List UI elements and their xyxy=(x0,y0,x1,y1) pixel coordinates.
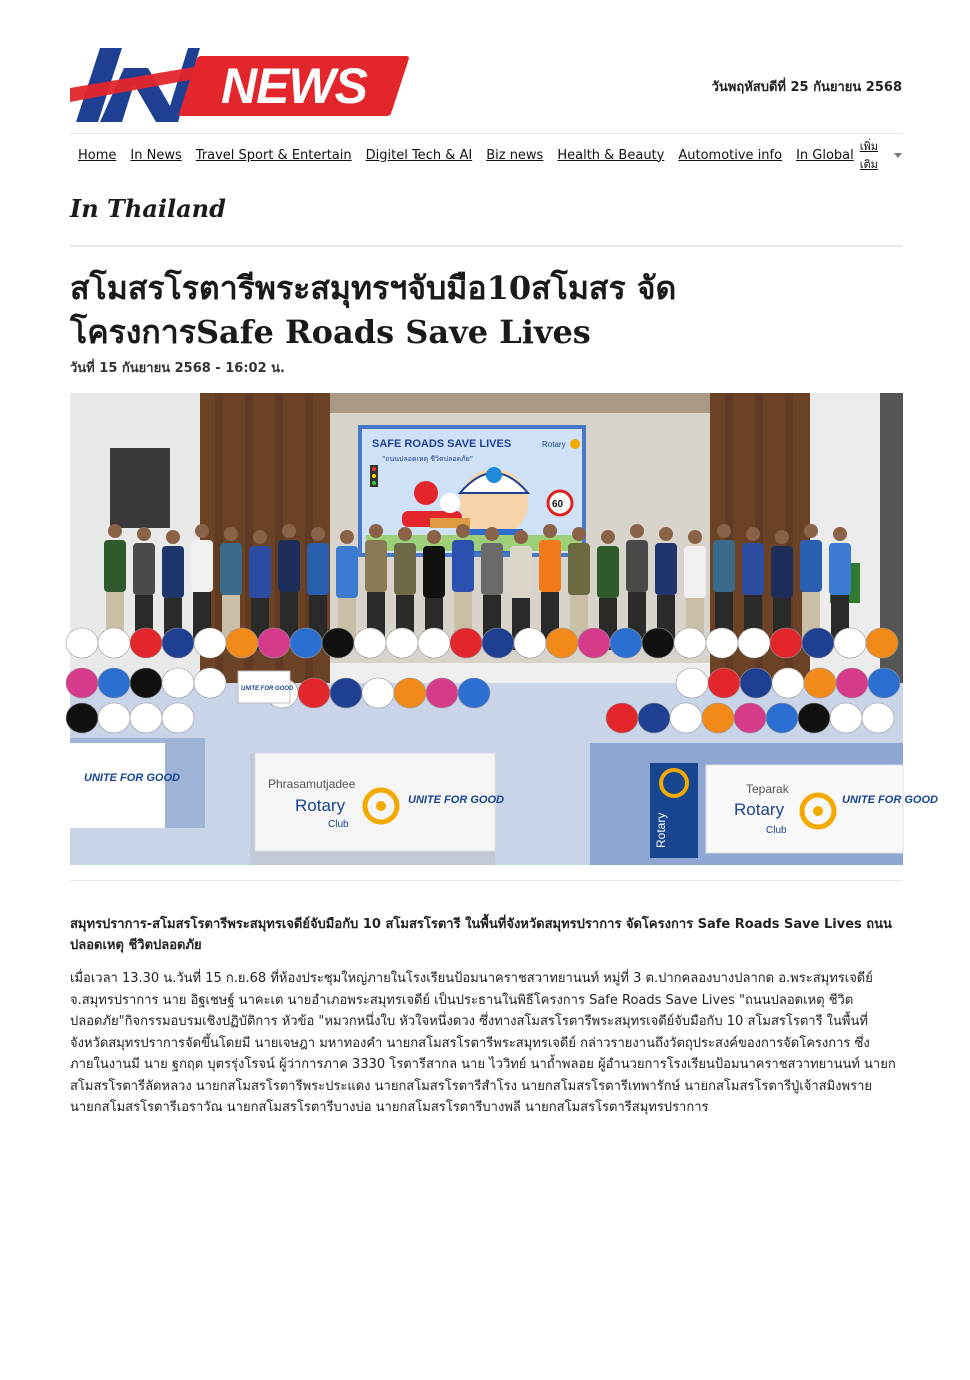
person-head xyxy=(456,524,470,538)
helmet xyxy=(162,628,194,658)
nav-item-automotive[interactable]: Automotive info xyxy=(678,147,783,163)
person-body xyxy=(365,540,387,592)
person-body xyxy=(829,543,851,595)
chevron-down-icon xyxy=(894,153,902,158)
helmet xyxy=(98,628,130,658)
header-date: วันพฤหัสบดีที่ 25 กันยายน 2568 xyxy=(711,80,902,95)
helmet xyxy=(386,628,418,658)
person-body xyxy=(249,546,271,598)
helmet xyxy=(866,628,898,658)
helmet xyxy=(734,703,766,733)
nav-top-rule xyxy=(70,133,902,134)
person-head xyxy=(195,524,209,538)
banner-center-rotary: Rotary xyxy=(295,796,346,815)
helmet xyxy=(862,703,894,733)
nav-item-travel-sport[interactable]: Travel Sport & Entertain xyxy=(195,147,352,163)
person-head xyxy=(137,527,151,541)
person-head xyxy=(108,524,122,538)
person-body xyxy=(278,540,300,592)
person-body xyxy=(481,543,503,595)
headline-line-1: สโมสรโรตารีพระสมุทรฯจับมือ10สโมสร จัด xyxy=(70,269,677,307)
helmet xyxy=(98,703,130,733)
person-head xyxy=(659,527,673,541)
helmet xyxy=(606,703,638,733)
helmet xyxy=(738,628,770,658)
screen-title: SAFE ROADS SAVE LIVES xyxy=(372,438,512,450)
person-head xyxy=(282,524,296,538)
person-head xyxy=(427,530,441,544)
article-lead: สมุทรปราการ-สโมสรโรตารีพระสมุทรเจดีย์จับมือกับ 10 สโมสรโรตารี ในพื้นที่จังหวัดสมุทรปราการ จัดโครงการ Safe Roads Save Lives ถนนปลอดเหตุ ชีวิตปลอดภัย xyxy=(70,917,892,953)
helmet xyxy=(868,668,900,698)
nav-more-dropdown[interactable] xyxy=(860,137,902,173)
photo-illustration xyxy=(70,393,938,865)
banner-right-club: Teparak xyxy=(746,782,789,796)
banner-right-rotary: Rotary xyxy=(734,800,785,819)
banner-center-club: Phrasamutjadee xyxy=(268,777,356,791)
nav-item-digitel-tech[interactable]: Digitel Tech & AI xyxy=(365,147,473,163)
helmet xyxy=(298,678,330,708)
person-head xyxy=(833,527,847,541)
helmet xyxy=(514,628,546,658)
article-date: วันที่ 15 กันยายน 2568 - 16:02 น. xyxy=(70,361,285,376)
helmet xyxy=(610,628,642,658)
person-head xyxy=(746,527,760,541)
helmet xyxy=(830,703,862,733)
helmet xyxy=(130,703,162,733)
person-body xyxy=(423,546,445,598)
section-rule xyxy=(70,245,902,247)
person-body xyxy=(220,543,242,595)
banner-vertical-text: Rotary xyxy=(654,812,668,848)
logo-news-text: NEWS xyxy=(221,58,367,114)
person-head xyxy=(775,530,789,544)
person-body xyxy=(684,546,706,598)
person-body xyxy=(394,543,416,595)
helmet xyxy=(642,628,674,658)
nav-more-label: เพิ่มเติม xyxy=(859,140,879,171)
helmet xyxy=(798,703,830,733)
helmet xyxy=(670,703,702,733)
main-nav xyxy=(70,140,902,170)
helmet xyxy=(194,668,226,698)
helmet xyxy=(130,628,162,658)
person-head xyxy=(804,524,818,538)
helmet xyxy=(394,678,426,708)
helmet xyxy=(802,628,834,658)
helmet xyxy=(162,668,194,698)
headline-line-2: โครงการSafe Roads Save Lives xyxy=(70,313,591,351)
helmet xyxy=(578,628,610,658)
banner-left xyxy=(70,743,165,828)
helmet xyxy=(772,668,804,698)
helmet xyxy=(766,703,798,733)
screen-brand: Rotary xyxy=(542,440,566,449)
helmet xyxy=(804,668,836,698)
helmet xyxy=(638,703,670,733)
person-body xyxy=(307,543,329,595)
helmet xyxy=(66,668,98,698)
person-body xyxy=(626,540,648,592)
helmet xyxy=(194,628,226,658)
helmet xyxy=(482,628,514,658)
unite-card-text: UNITE FOR GOOD xyxy=(241,686,294,692)
helmet xyxy=(258,628,290,658)
helmet xyxy=(66,628,98,658)
person-body xyxy=(510,546,532,598)
person-body xyxy=(539,540,561,592)
helmet xyxy=(362,678,394,708)
person-head xyxy=(572,527,586,541)
person-body xyxy=(191,540,213,592)
person-head xyxy=(253,530,267,544)
person-head xyxy=(688,530,702,544)
helmet xyxy=(66,703,98,733)
person-body xyxy=(104,540,126,592)
banner-right-sub: Club xyxy=(766,825,787,836)
helmet xyxy=(226,628,258,658)
person-head xyxy=(224,527,238,541)
person-head xyxy=(369,524,383,538)
nav-item-biz-news[interactable]: Biz news xyxy=(486,147,544,163)
helmet xyxy=(546,628,578,658)
article-body: เมื่อเวลา 13.30 น.วันที่ 15 ก.ย.68 ที่ห้องประชุมใหญ่ภายในโรงเรียนป้อมนาคราชสวาทยานนท์ หมู่ที่ 3 ต.ปากคลองบางปลากด อ.พระสมุทรเจดีย์ จ.สมุทรปราการ นาย อิฐเชษฐ์ นาคะเต นายอำเภอพระสมุทรเจดีย์ เป็นประธานในพิธีโครงการ Safe Roads Save Lives "ถนนปลอดเหตุ ชีวิตปลอดภัย"กิจกรรมอบรมเชิงปฏิบัติการ หัวข้อ "หมวกหนึ่งใบ หัวใจหนึ่งดวง ซึ่งทางสโมสรโรตารีพระสมุทรเจดีย์จับมือกับ 10 สโมสรโรตารี ในพื้นที่จังหวัดสมุทรปราการจัดขึ้นโดยมี นายเจษฎา มหาทองคำ นายกสโมสรโรตารีพระสมุทรเจดีย์ กล่าวรายงานถึงวัตถุประสงค์ของการจัดโครงการ ซึ่งภายในงานมี นาย ฐกฤต บุตรรุ่งโรจน์ ผู้ว่าการภาค 3330 โรตารีสากล นาย ไววิทย์ นาถ้ำพลอย ผู้อำนวยการโรงเรียนป้อมนาคราชสวาทยานนท์ นายกสโมสรโรตารีลัดหลวง นายกสโมสรโรตารีพระประแดง นายกสโมสรโรตารีสำโรง นายกสโมสรโรตารีเทพารักษ์ นายกสโมสรโรตารีปู่เจ้าสมิงพราย นายกสโมสรโรตารีเอราวัณ นายกสโมสรโรตารีบางบ่อ นายกสโมสรโรตารีบางพลี นายกสโมสรโรตารีสมุทรปราการ xyxy=(70,971,896,1115)
svg-text:iN: iN xyxy=(70,33,87,52)
helmet xyxy=(836,668,868,698)
person-head xyxy=(514,530,528,544)
helmet xyxy=(130,668,162,698)
person-body xyxy=(133,543,155,595)
nav-item-home[interactable]: Home xyxy=(78,147,117,163)
banner-left-text: UNITE FOR GOOD xyxy=(84,772,180,784)
person-head xyxy=(398,527,412,541)
banner-center-sub: Club xyxy=(328,819,349,830)
banner-center-unite: UNITE FOR GOOD xyxy=(408,794,504,806)
helmet xyxy=(354,628,386,658)
helmet xyxy=(98,668,130,698)
person-head xyxy=(166,530,180,544)
helmet xyxy=(740,668,772,698)
person-body xyxy=(568,543,590,595)
section-title: In Thailand xyxy=(70,194,226,223)
nav-item-in-global[interactable]: In Global xyxy=(796,147,854,163)
helmet xyxy=(458,678,490,708)
speed-sign-text: 60 xyxy=(552,499,564,510)
screen-subtitle: "ถนนปลอดเหตุ ชีวิตปลอดภัย" xyxy=(382,455,473,463)
person-body xyxy=(452,540,474,592)
logo-news-block xyxy=(178,56,409,116)
helmet xyxy=(834,628,866,658)
helmet xyxy=(770,628,802,658)
person-head xyxy=(601,530,615,544)
person-body xyxy=(336,546,358,598)
helmet xyxy=(290,628,322,658)
person-body xyxy=(713,540,735,592)
helmet xyxy=(426,678,458,708)
helmet xyxy=(708,668,740,698)
person-body xyxy=(655,543,677,595)
person-head xyxy=(630,524,644,538)
article-headline xyxy=(70,266,830,354)
helmet xyxy=(702,703,734,733)
helmet xyxy=(706,628,738,658)
person-body xyxy=(771,546,793,598)
banner-right-unite: UNITE FOR GOOD xyxy=(842,794,938,806)
helmet xyxy=(674,628,706,658)
helmet xyxy=(330,678,362,708)
person-body xyxy=(742,543,764,595)
helmet xyxy=(322,628,354,658)
person-body xyxy=(162,546,184,598)
article-photo[interactable] xyxy=(70,393,938,865)
nav-item-in-news[interactable]: In News xyxy=(130,147,182,163)
person-head xyxy=(485,527,499,541)
person-head xyxy=(717,524,731,538)
helmet xyxy=(162,703,194,733)
person-body xyxy=(597,546,619,598)
photo-rule xyxy=(70,880,902,881)
helmet xyxy=(450,628,482,658)
site-logo[interactable] xyxy=(70,33,402,122)
nav-item-health-beauty[interactable]: Health & Beauty xyxy=(557,147,665,163)
person-head xyxy=(543,524,557,538)
person-head xyxy=(340,530,354,544)
helmet xyxy=(418,628,450,658)
helmet xyxy=(676,668,708,698)
person-body xyxy=(800,540,822,592)
person-head xyxy=(311,527,325,541)
